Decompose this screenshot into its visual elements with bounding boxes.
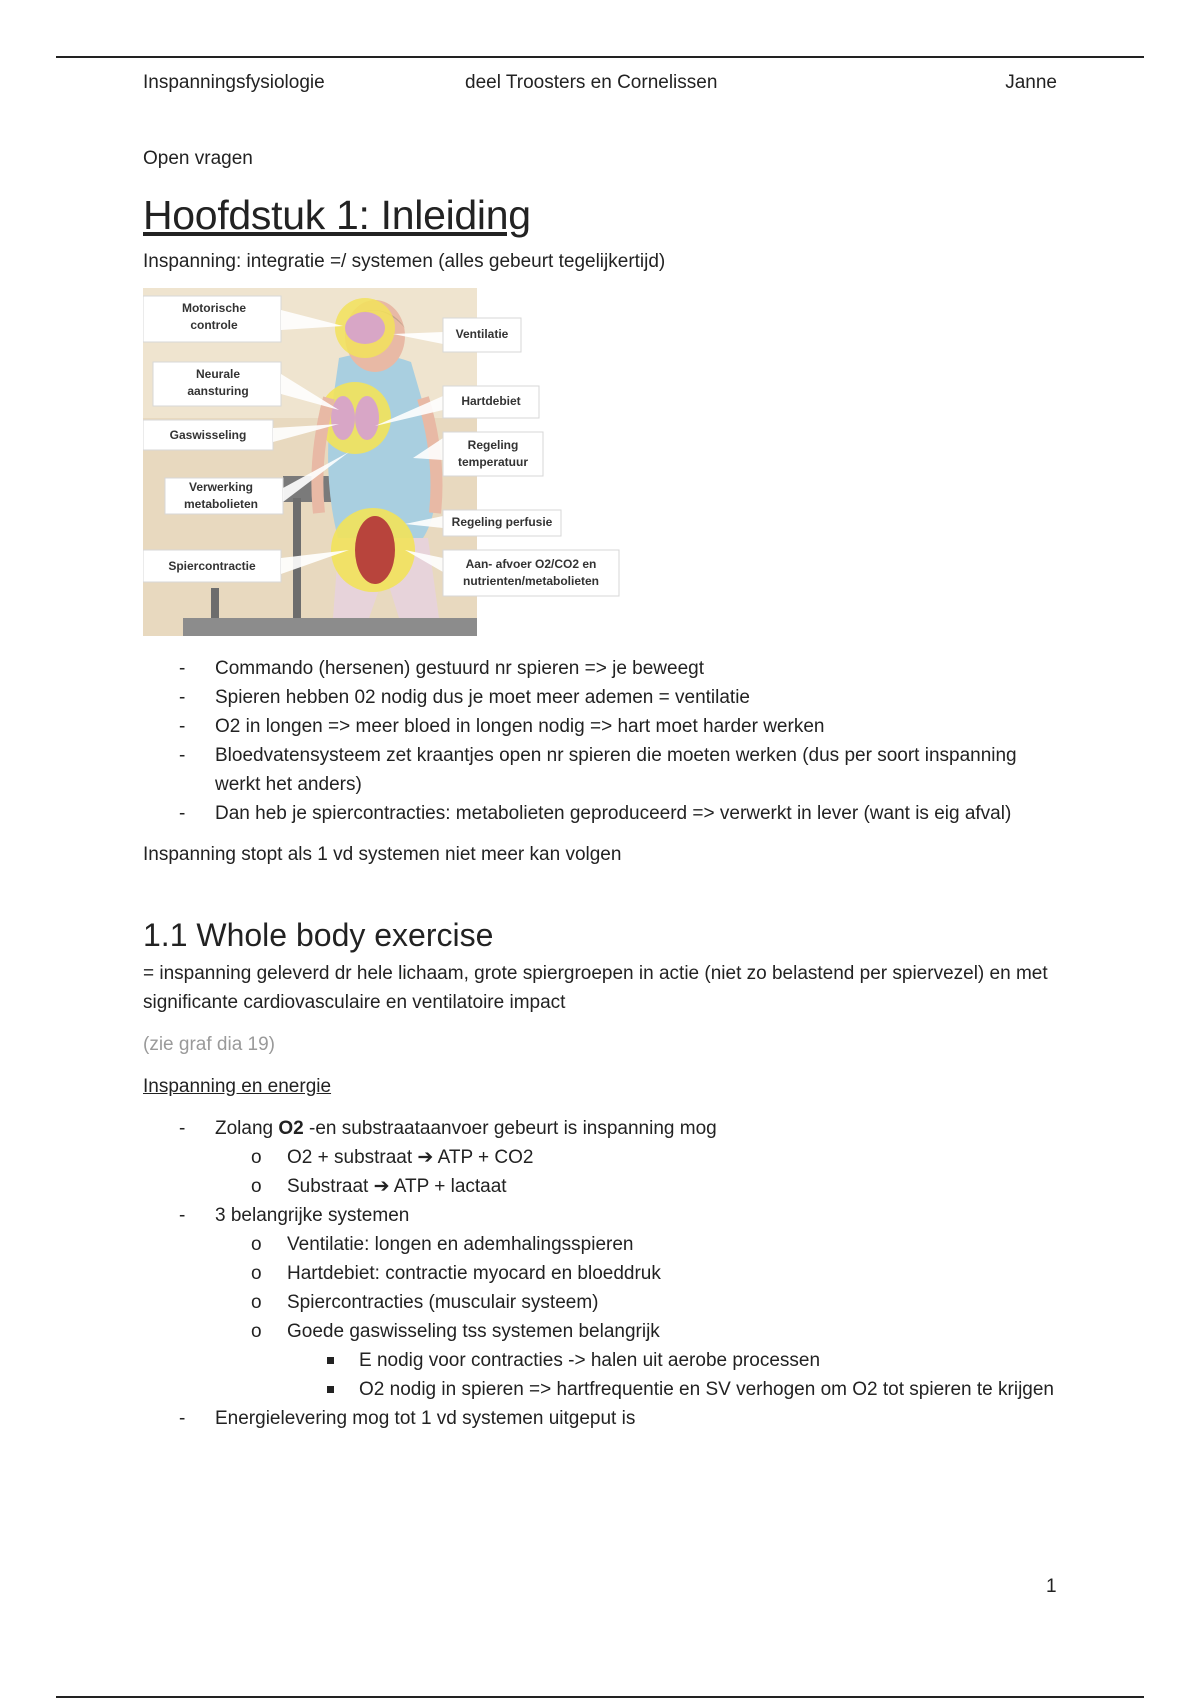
list-item: E nodig voor contracties -> halen uit aerobe processen	[287, 1346, 1057, 1375]
list-item: - Bloedvatensysteem zet kraantjes open nr spieren die moeten werken (dus per soort inspanning werkt het anders)	[143, 741, 1057, 799]
list-item: - Commando (hersenen) gestuurd nr spieren => je beweegt	[143, 654, 1057, 683]
reference-note: (zie graf dia 19)	[143, 1034, 276, 1055]
section-definition: = inspanning geleverd dr hele lichaam, grote spiergroepen in actie (niet zo belastend per spiervezel) en met significante cardiovasculaire en ventilatoire impact	[143, 963, 1048, 1013]
list-item: o O2 + substraat ➔ ATP + CO2	[215, 1143, 1057, 1172]
header-part: deel Troosters en Cornelissen	[465, 72, 718, 93]
intro-label: Open vragen	[143, 148, 253, 169]
treadmill-belt	[183, 618, 477, 636]
figure-label-supply: Aan- afvoer O2/CO2 en nutrienten/metabolieten	[462, 557, 599, 588]
list-item: o Spiercontracties (musculair systeem)	[215, 1288, 1057, 1317]
systems-sublist	[215, 1230, 1057, 1404]
list-item	[215, 1317, 1057, 1404]
energy-bullet-list	[143, 1114, 1057, 1433]
header-author: Janne	[1005, 72, 1057, 93]
list-item	[143, 1114, 1057, 1201]
thigh-muscle	[355, 516, 395, 584]
subheading: Inspanning en energie	[143, 1076, 332, 1097]
page-header	[143, 72, 1057, 98]
item-text: 3 belangrijke systemen	[215, 1205, 410, 1226]
list-item: o Substraat ➔ ATP + lactaat	[215, 1172, 1057, 1201]
figure-label-gas: Gaswisseling	[169, 428, 247, 442]
gas-exchange-sublist	[287, 1346, 1057, 1404]
list-item: o Ventilatie: longen en ademhalingsspieren	[215, 1230, 1057, 1259]
item-text: Goede gaswisseling tss systemen belangrijk	[287, 1321, 660, 1342]
figure-label-ventilation: Ventilatie	[455, 327, 509, 341]
figure-label-metab: Verwerking metabolieten	[183, 480, 258, 511]
section-title: 1.1 Whole body exercise	[143, 917, 494, 953]
list-item	[143, 1201, 1057, 1404]
list-item: - Spieren hebben 02 nodig dus je moet meer ademen = ventilatie	[143, 683, 1057, 712]
list-item: - Dan heb je spiercontracties: metabolieten geproduceerd => verwerkt in lever (want is eig afval)	[143, 799, 1057, 828]
systems-bullet-list	[143, 654, 1057, 828]
page-number: 1	[1046, 1576, 1057, 1597]
item-text: Zolang	[215, 1118, 279, 1139]
item-bold-text: O2	[278, 1118, 304, 1139]
exercise-systems-figure	[143, 288, 643, 640]
list-item: o Hartdebiet: contractie myocard en bloeddruk	[215, 1259, 1057, 1288]
figure-label-cardiac-output: Hartdebiet	[461, 394, 521, 408]
stop-line: Inspanning stopt als 1 vd systemen niet meer kan volgen	[143, 844, 622, 865]
list-item: O2 nodig in spieren => hartfrequentie en SV verhogen om O2 tot spieren te krijgen	[287, 1375, 1057, 1404]
figure-label-motor: Motorische controle	[181, 301, 246, 332]
chapter-intro: Inspanning: integratie =/ systemen (alles gebeurt tegelijkertijd)	[143, 251, 666, 272]
item-text: -en substraataanvoer gebeurt is inspanning mog	[303, 1118, 717, 1139]
list-item: - O2 in longen => meer bloed in longen nodig => hart moet harder werken	[143, 712, 1057, 741]
figure-label-neural: Neurale aansturing	[187, 367, 249, 398]
footer-rule	[56, 1696, 1144, 1698]
list-item: - Energielevering mog tot 1 vd systemen uitgeput is	[143, 1404, 1057, 1433]
figure-label-muscle: Spiercontractie	[168, 559, 256, 573]
header-course: Inspanningsfysiologie	[143, 72, 325, 93]
chapter-title: Hoofdstuk 1: Inleiding	[143, 192, 531, 238]
figure-label-temperature: Regeling temperatuur	[457, 438, 528, 469]
page-content	[143, 144, 1057, 1433]
figure-label-perfusion: Regeling perfusie	[451, 515, 553, 529]
reaction-sublist	[215, 1143, 1057, 1201]
header-rule	[56, 56, 1144, 58]
